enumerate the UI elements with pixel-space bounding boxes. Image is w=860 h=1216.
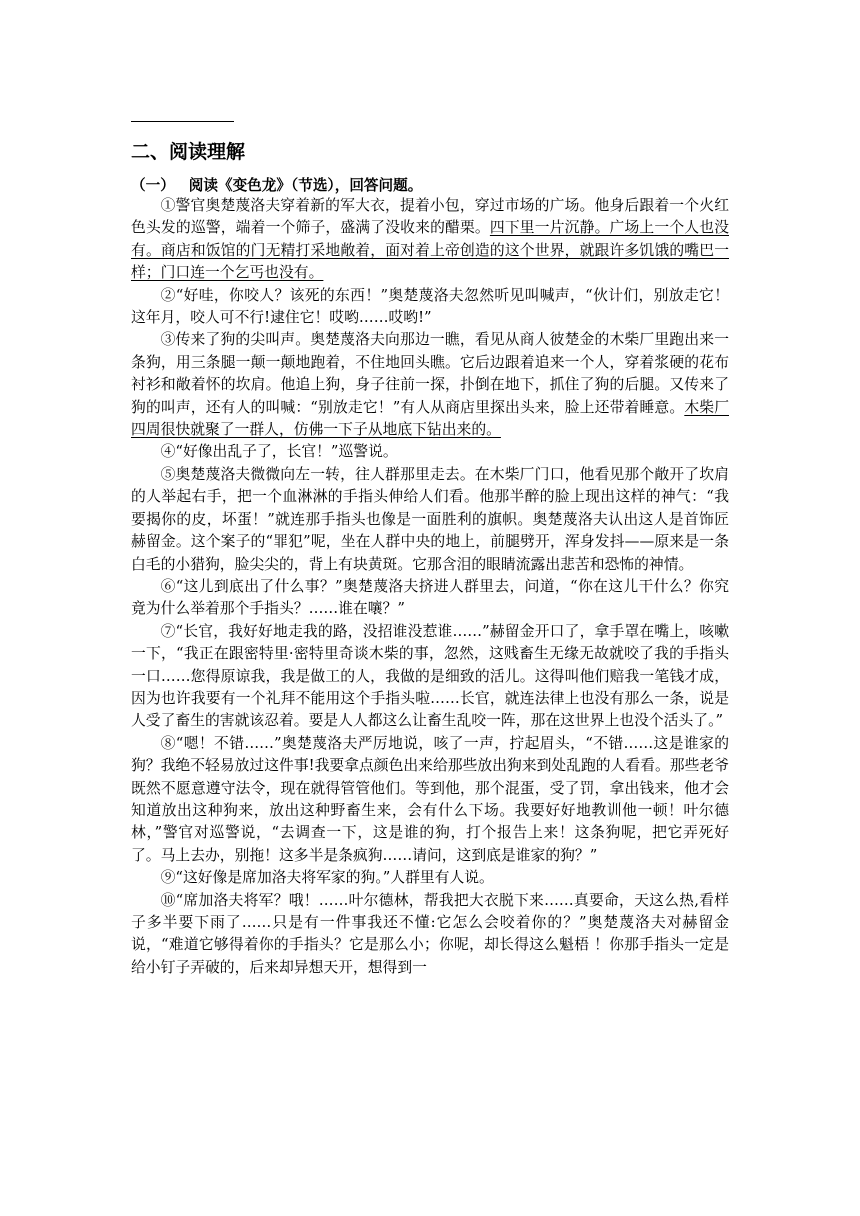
section-heading: 二、阅读理解 [131,141,246,163]
question-heading [131,176,422,196]
paragraph-2: ②“好哇，你咬人？该死的东西！”奥楚蔑洛夫忽然听见叫喊声，“伙计们，别放走它！这年月，咬人可不行!逮住它！哎哟……哎哟!” [131,286,729,327]
question-number: （一） [131,177,175,194]
paragraph-3-underlined: 木柴厂四周很快就聚了一群人，仿佛一下子从地底下钻出来的。 [131,398,729,439]
passage-body [131,195,729,979]
question-instruction: 阅读《变色龙》（节选），回答问题。 [188,177,423,194]
header-rule [131,121,234,122]
paragraph-10: ⑩“席加洛夫将军？哦！……叶尔德林，帮我把大衣脱下来……真要命，天这么热,看样子多半要下雨了……只是有一件事我还不懂:它怎么会咬着你的？”奥楚蔑洛夫对赫留金说，“难道它够得着你的手指头？它是那么小；你呢，却长得这么魁梧 ！你那手指头一定是给小钉子弄破的，后来却异想天开，想得到一 [131,891,729,976]
paragraph-4: ④“好像出乱子了，长官！”巡警说。 [160,443,398,461]
paragraph-3-text: ③传来了狗的尖叫声。奥楚蔑洛夫向那边一瞧，看见从商人彼楚金的木柴厂里跑出来一条狗，用三条腿一颠一颠地跑着，不住地回头瞧。它后边跟着追来一个人，穿着浆硬的花布衬衫和敞着怀的坎肩。他追上狗，身子往前一探，扑倒在地下，抓住了狗的后腿。又传来了狗的叫声，还有人的叫喊：“别放走它！”有人从商店里探出头来，脸上还带着睡意。 [131,331,729,416]
paragraph-3 [131,329,729,441]
paragraph-8: ⑧“嗯！不错……”奥楚蔑洛夫严厉地说，咳了一声，拧起眉头，“不错……这是谁家的狗？我绝不轻易放过这件事!我要拿点颜色出来给那些放出狗来到处乱跑的人看看。那些老爷既然不愿意遵守法令，现在就得管管他们。等到他，那个混蛋，受了罚，拿出钱来，他才会知道放出这种狗来，放出这种野畜生来，会有什么下场。我要好好地教训他一顿！叶尔德林，”警官对巡警说，“去调查一下，这是谁的狗，打个报告上来！这条狗呢，把它弄死好了。马上去办，别拖！这多半是条疯狗……请问，这到底是谁家的狗？” [131,734,729,864]
paragraph-1-text: ①警官奥楚蔑洛夫穿着新的军大衣，提着小包，穿过市场的广场。他身后跟着一个火红色头发的巡警，端着一个筛子，盛满了没收来的醋栗。 [131,197,729,237]
paragraph-7: ⑦“长官，我好好地走我的路，没招谁没惹谁……”赫留金开口了，拿手罩在嘴上，咳嗽一下，“我正在跟密特里·密特里奇谈木柴的事，忽然，这贱畜生无缘无故就咬了我的手指头一口……您得原谅我，我是做工的人，我做的是细致的活儿。这得叫他们赔我一笔钱才成，因为也许我要有一个礼拜不能用这个手指头啦……长官，就连法律上也没有那么一条，说是人受了畜生的害就该忍着。要是人人都这么让畜生乱咬一阵，那在这世界上也没个活头了。” [131,622,729,730]
paragraph-9: ⑨“这好像是席加洛夫将军家的狗。”人群里有人说。 [160,869,494,887]
paragraph-6: ⑥“这儿到底出了什么事？”奥楚蔑洛夫挤进人群里去，问道，“你在这儿干什么？你究竟为什么举着那个手指头？……谁在嚷？” [131,577,729,618]
paragraph-1 [131,195,729,285]
paragraph-1-underlined: 四下里一片沉静。广场上一个人也没有。商店和饭馆的门无精打采地敞着，面对着上帝创造的这个世界，就跟许多饥饿的嘴巴一样；门口连一个乞丐也没有。 [131,219,729,282]
paragraph-5: ⑤奥楚蔑洛夫微微向左一转，往人群那里走去。在木柴厂门口，他看见那个敞开了坎肩的人举起右手，把一个血淋淋的手指头伸给人们看。他那半醉的脸上现出这样的神气：“我要揭你的皮，坏蛋！”就连那手指头也像是一面胜利的旗帜。奥楚蔑洛夫认出这人是首饰匠赫留金。这个案子的“罪犯”呢，坐在人群中央的地上，前腿劈开，浑身发抖——原来是一条白毛的小猎狗，脸尖尖的，背上有块黄斑。它那含泪的眼睛流露出悲苦和恐怖的神情。 [131,465,729,573]
